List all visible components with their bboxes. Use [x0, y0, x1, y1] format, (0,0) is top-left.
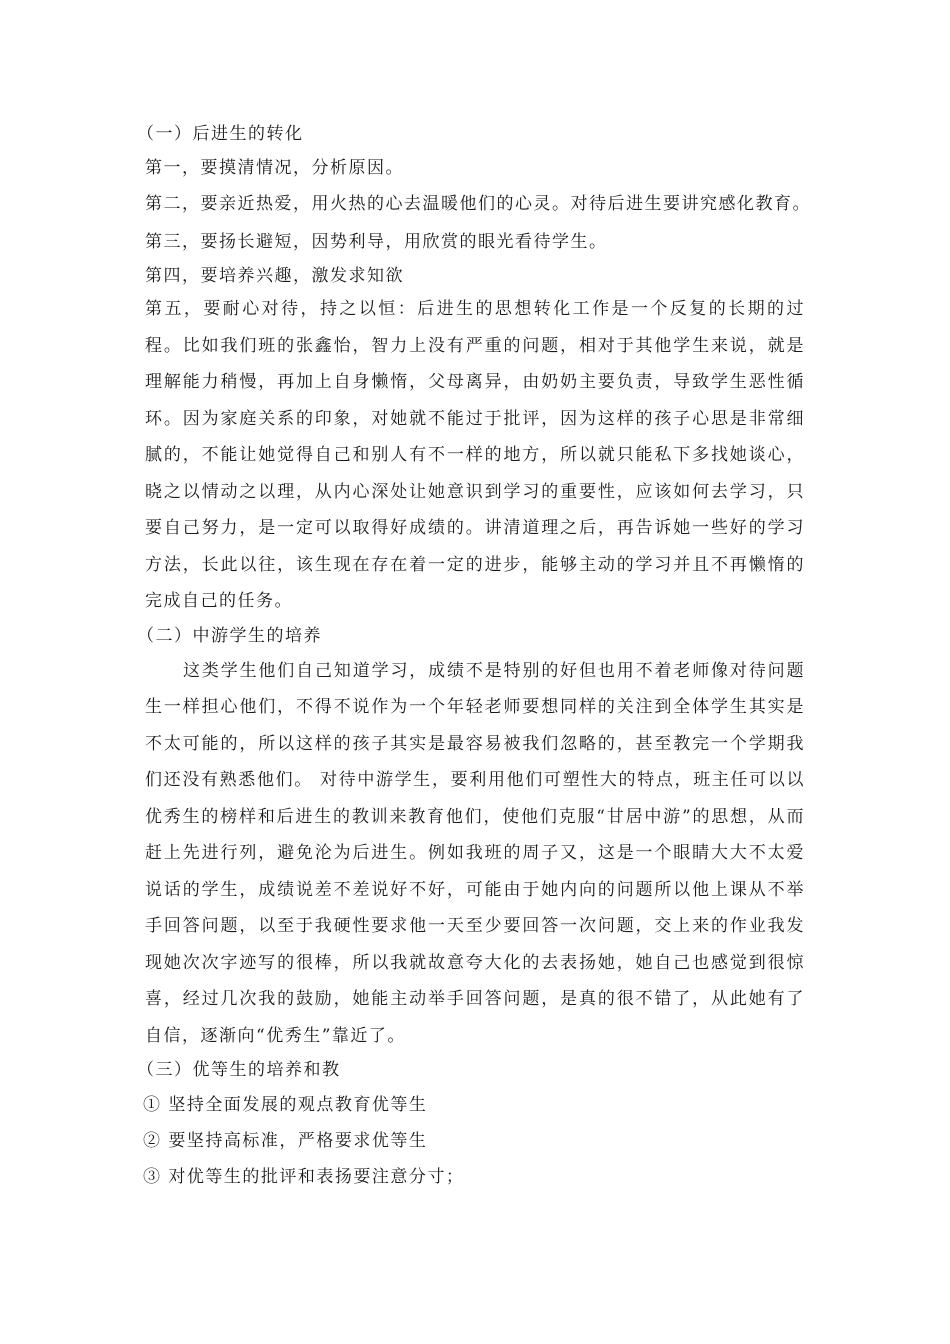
- point-fifth-paragraph: 第五，要耐心对待，持之以恒：后进生的思想转化工作是一个反复的长期的过程。比如我们班的张鑫怡，智力上没有严重的问题，相对于其他学生来说，就是理解能力稍慢，再加上自身懒惰，父母离异，由奶奶主要负责，导致学生恶性循环。因为家庭关系的印象，对她就不能过于批评，因为这样的孩子心思是非常细腻的，不能让她觉得自己和别人有不一样的地方，所以就只能私下多找她谈心，晓之以情动之以理，从内心深处让她意识到学习的重要性，应该如何去学习，只要自己努力，是一定可以取得好成绩的。讲清道理之后，再告诉她一些好的学习方法，长此以往，该生现在存在着一定的进步，能够主动的学习并且不再懒惰的完成自己的任务。: [145, 299, 805, 611]
- point-first: 第一，要摸清情况，分析原因。: [145, 158, 404, 178]
- list-item: ① 坚持全面发展的观点教育优等生: [143, 1095, 428, 1115]
- middle-students-paragraph: 这类学生他们自己知道学习，成绩不是特别的好但也用不着老师像对待问题生一样担心他们，不得不说作为一个年轻老师要想同样的关注到全体学生其实是不太可能的，所以这样的孩子其实是最容易被我们忽略的，甚至教完一个学期我们还没有熟悉他们。 对待中游学生，要利用他们可塑性大的特点，班主任可以以优秀生的榜样和后进生的教训来教育他们，使他们克服“甘居中游”的思想，从而赶上先进行列，避免沦为后进生。例如我班的周子又，这是一个眼睛大大不太爱说话的学生，成绩说差不差说好不好，可能由于她内向的问题所以他上课从不举手回答问题，以至于我硬性要求他一天至少要回答一次问题，交上来的作业我发现她次次字迹写的很棒，所以我就故意夸大化的去表扬她，她自己也感觉到很惊喜，经过几次我的鼓励，她能主动举手回答问题，是真的很不错了，从此她有了自信，逐渐向“优秀生”靠近了。: [145, 660, 805, 1046]
- section-heading-top: （三）优等生的培养和教: [137, 1060, 341, 1080]
- point-third: 第三，要扬长避短，因势利导，用欣赏的眼光看待学生。: [145, 232, 608, 252]
- list-item: ② 要坚持高标准，严格要求优等生: [143, 1131, 428, 1151]
- list-item: ③ 对优等生的批评和表扬要注意分寸；: [143, 1167, 465, 1187]
- section-heading-laggard: （一）后进生的转化: [137, 124, 304, 144]
- document-page: [137, 118, 811, 1195]
- point-second: 第二，要亲近热爱，用火热的心去温暖他们的心灵。对待后进生要讲究感化教育。: [145, 194, 811, 214]
- point-fourth: 第四，要培养兴趣，激发求知欲: [145, 266, 404, 286]
- section-heading-middle: （二）中游学生的培养: [137, 625, 322, 646]
